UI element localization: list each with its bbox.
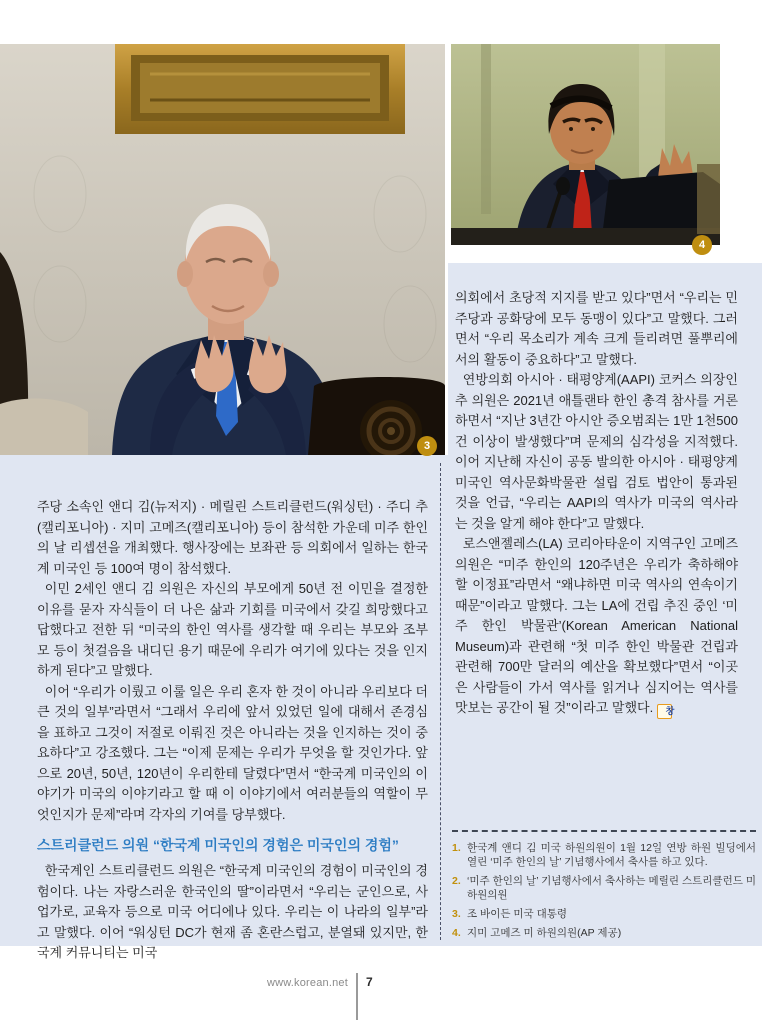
caption-number: 1. — [452, 842, 461, 854]
paragraph: 주당 소속인 앤디 김(뉴저지) · 메릴린 스트리클런드(워싱턴) · 주디 추(캘리포니아) · 지미 고메즈(캘리포니아) 등이 참석한 가운데 미주 한인의 날 리셉션을 개최했다. 행사장에는 보좌관 등 의회에서 일하는 한국계 미국인 등 100여 명이 참석했다. — [37, 499, 428, 576]
photo-badge-4: 4 — [692, 235, 712, 255]
article-end-mark: 창 — [657, 704, 672, 719]
caption-number: 3. — [452, 908, 461, 920]
article-left-column — [37, 497, 428, 964]
footer-divider-line — [356, 973, 358, 1020]
section-subheading: 스트리클런드 의원 “한국계 미국인의 경험은 미국인의 경험” — [37, 837, 399, 853]
paragraph-text: 로스앤젤레스(LA) 코리아타운이 지역구인 고메즈 의원은 “미주 한인의 120주년은 우리가 축하해야 할 이정표”라면서 “왜냐하면 미국 역사의 연속이기 때문”이라고 말했다. 그는 LA에 건립 추진 중인 ‘미주 한인 박물관’(Korean American National Museum)과 관련해 “첫 미주 한인 박물관 건립과 관련해 700만 달러의 예산을 확보했다”면서 “이곳은 사람들이 가서 역사를 읽거나 심지어는 역사를 맛보는 공간이 될 것”이라고 말했다. — [455, 536, 738, 715]
paragraph: 한국계인 스트리클런드 의원은 “한국계 미국인의 경험이 미국인의 경험이다. 나는 자랑스러운 한국인의 딸”이라면서 “우리는 군인으로, 사업가로, 교육자 등으로 미국 어디에나 있다. 우리는 이 나라의 일부”라고 말했다. 이어 “워싱턴 DC가 현재 좀 혼란스럽고, 분열돼 있지만, 한국계 커뮤니티는 미국 — [37, 863, 428, 960]
footer-site-url[interactable]: www.korean.net — [266, 977, 348, 989]
caption-text: 한국계 앤디 김 미국 하원의원이 1월 12일 연방 하원 빌딩에서 열린 ‘미주 한인의 날’ 기념행사에서 축사를 하고 있다. — [467, 842, 756, 868]
caption-item — [452, 874, 756, 902]
caption-number: 2. — [452, 875, 461, 887]
photo-gomez-hearing — [451, 44, 720, 245]
page-number: 7 — [366, 975, 373, 989]
biden-photo-illustration — [0, 44, 445, 455]
caption-item — [452, 907, 756, 921]
paragraph: 의회에서 초당적 지지를 받고 있다”면서 “우리는 민주당과 공화당에 모두 동맹이 있다”고 말했다. 그러면서 “우리 목소리가 계속 크게 들리려면 풀뿌리에서의 활동이 중요하다”고 말했다. — [455, 290, 738, 367]
caption-text: ‘미주 한인의 날’ 기념행사에서 축사하는 메릴린 스트리클런드 미 하원의원 — [467, 875, 756, 901]
paragraph: 이어 “우리가 이뤘고 이룰 일은 우리 혼자 한 것이 아니라 우리보다 더 큰 것의 일부”라면서 “그래서 우리에 앞서 있었던 일에 대해서 존경심을 표하고 그것이 저절로 이뤄진 것은 아니라는 것을 인지하는 것이 중요하다”고 강조했다. 그는 “이제 문제는 우리가 무엇을 할 것인가다. 앞으로 20년, 50년, 120년이 우리한테 달렸다”면서 “한국계 미국인의 이야기가 미국의 이야기라고 할 때 이 이야기에서 여러분들의 역할이 무엇인지가 문제”라며 각자의 기여를 당부했다. — [37, 683, 428, 822]
paragraph — [455, 534, 738, 719]
photo-biden-oval-office — [0, 44, 445, 455]
caption-item — [452, 841, 756, 869]
caption-item — [452, 926, 756, 940]
photo-caption-list — [452, 830, 756, 945]
gomez-photo-illustration — [451, 44, 720, 245]
caption-text: 조 바이든 미국 대통령 — [467, 908, 568, 920]
column-divider-dashed-line — [440, 463, 441, 940]
article-right-column — [455, 288, 738, 719]
caption-text: 지미 고메즈 미 하원의원(AP 제공) — [467, 927, 622, 939]
paragraph: 연방의회 아시아 · 태평양계(AAPI) 코커스 의장인 추 의원은 2021년 애틀랜타 한인 총격 참사를 거론하면서 “지난 3년간 아시안 증오범죄는 1만 1천500건 이상이 발생했다”며 문제의 심각성을 지적했다. 이어 지난해 자신이 공동 발의한 아시아 · 태평양계 미국인 역사문화박물관 설립 검토 법안이 통과된 것을 언급, “우리는 AAPI의 역사가 미국의 역사라는 것을 알게 해야 한다”고 말했다. — [455, 372, 738, 531]
photo-badge-3: 3 — [417, 436, 437, 456]
caption-number: 4. — [452, 927, 461, 939]
paragraph: 이민 2세인 앤디 김 의원은 자신의 부모에게 50년 전 이민을 결정한 이유를 묻자 자식들이 더 나은 삶과 기회를 미국에서 갖길 희망했다고 답했다고 전한 뒤 “미국의 한인 역사를 생각할 때 우리는 부모와 조부모 등이 첫걸음을 내디딘 용기 때문에 우리가 여기에 있다는 것을 인지하게 된다”고 말했다. — [37, 581, 428, 678]
